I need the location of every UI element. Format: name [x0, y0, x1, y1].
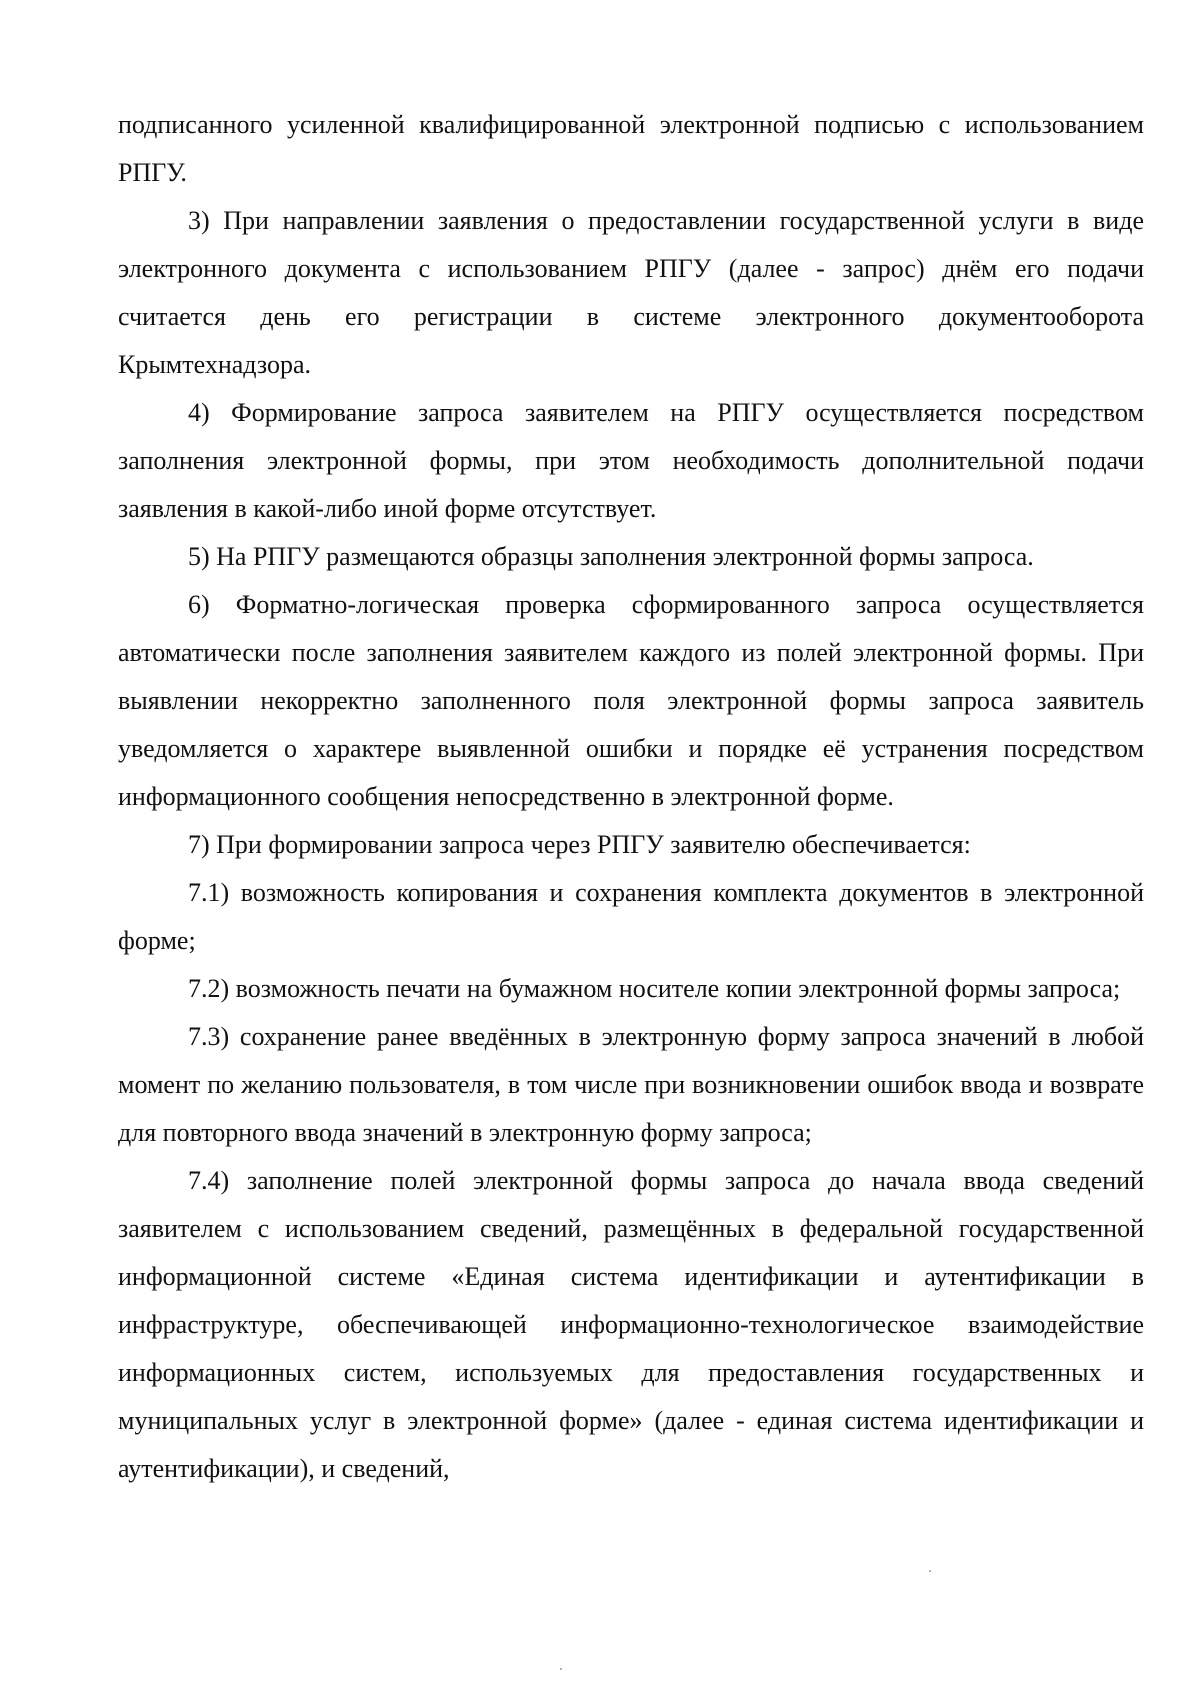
paragraph-continuation: подписанного усиленной квалифицированной электронной подписью с использованием РПГУ. [118, 110, 1144, 187]
document-page [118, 101, 1144, 1493]
paragraph-item-6: 6) Форматно-логическая проверка сформированного запроса осуществляется автоматически после заполнения заявителем каждого из полей электронной формы. При выявлении некорректно заполненного поля электронной формы запроса заявитель уведомляется о характере выявленной ошибки и порядке её устранения посредством информационного сообщения непосредственно в электронной форме. [118, 590, 1144, 811]
paragraph-item-7-4: 7.4) заполнение полей электронной формы запроса до начала ввода сведений заявителем с использованием сведений, размещённых в федеральной государственной информационной системе «Единая система идентификации и аутентификации в инфраструктуре, обеспечивающей информационно-технологическое взаимодействие информационных систем, используемых для предоставления государственных и муниципальных услуг в электронной форме» (далее - единая система идентификации и аутентификации), и сведений, [118, 1166, 1144, 1483]
paragraph-item-7-1: 7.1) возможность копирования и сохранения комплекта документов в электронной форме; [118, 878, 1144, 955]
paragraph-item-3: 3) При направлении заявления о предоставлении государственной услуги в виде электронного документа с использованием РПГУ (далее - запрос) днём его подачи считается день его регистрации в системе электронного документооборота Крымтехнадзора. [118, 206, 1144, 379]
paragraph-item-7-3: 7.3) сохранение ранее введённых в электронную форму запроса значений в любой момент по желанию пользователя, в том числе при возникновении ошибок ввода и возврате для повторного ввода значений в электронную форму запроса; [118, 1022, 1144, 1147]
paragraph-item-4: 4) Формирование запроса заявителем на РПГУ осуществляется посредством заполнения электронной формы, при этом необходимость дополнительной подачи заявления в какой-либо иной форме отсутствует. [118, 398, 1144, 523]
paragraph-item-5: 5) На РПГУ размещаются образцы заполнения электронной формы запроса. [188, 542, 1034, 571]
scan-speck [929, 1570, 931, 1572]
paragraph-item-7: 7) При формировании запроса через РПГУ заявителю обеспечивается: [188, 830, 971, 859]
scan-speck [560, 1668, 562, 1670]
paragraph-item-7-2: 7.2) возможность печати на бумажном носителе копии электронной формы запроса; [188, 974, 1121, 1003]
